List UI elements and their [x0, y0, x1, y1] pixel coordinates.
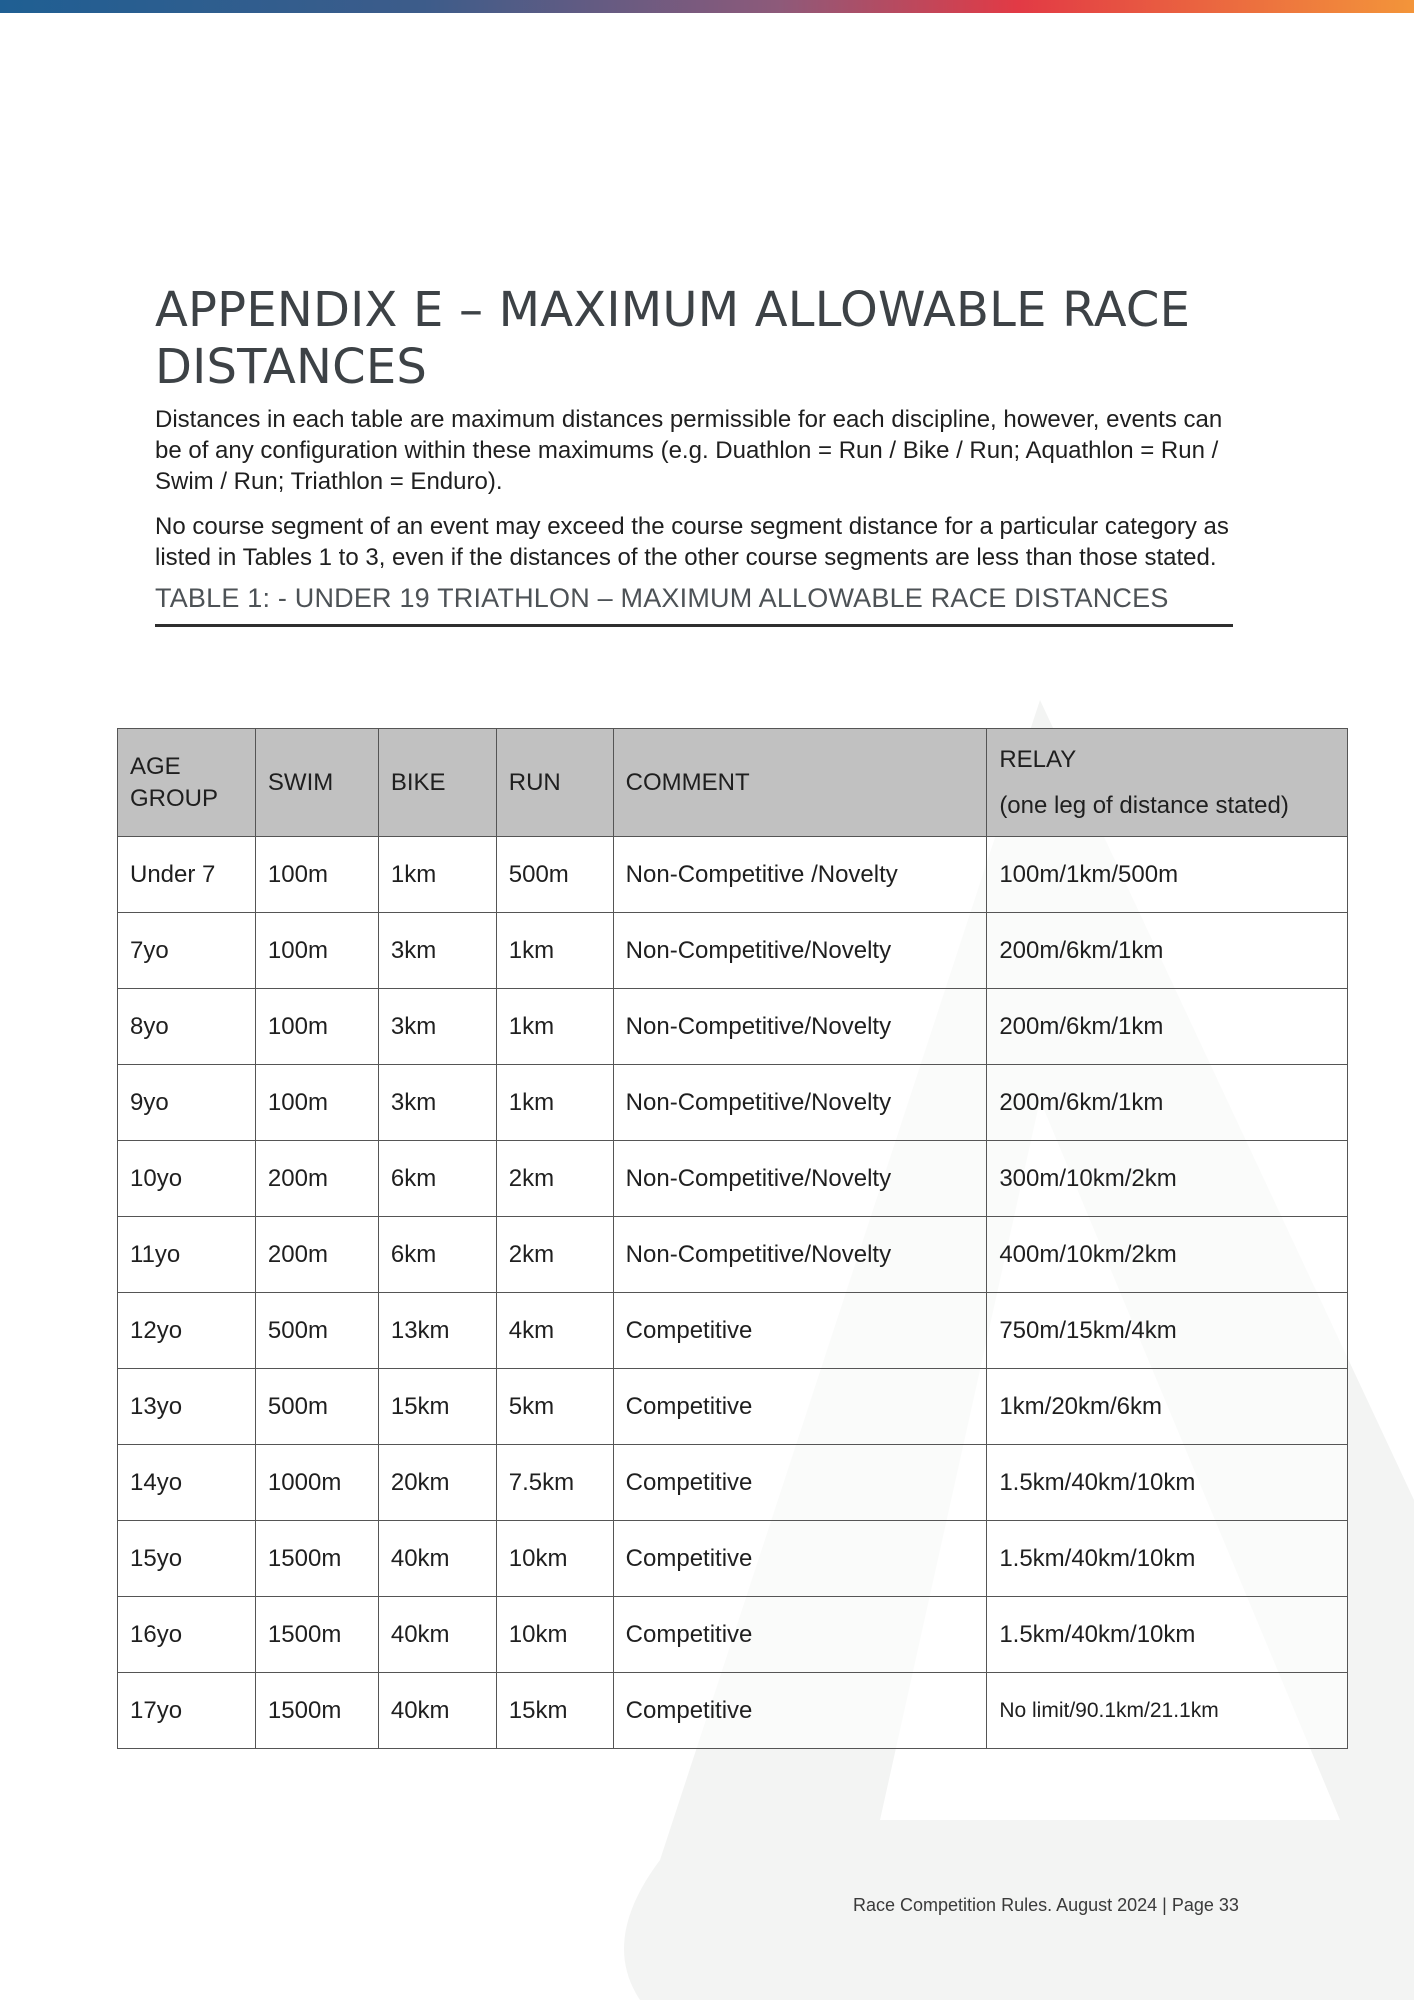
cell-comment: Non-Competitive/Novelty — [613, 1065, 987, 1141]
cell-swim: 100m — [255, 837, 378, 913]
cell-age-group: 15yo — [118, 1521, 256, 1597]
cell-age-group: 7yo — [118, 913, 256, 989]
cell-bike: 40km — [378, 1521, 496, 1597]
main-content — [155, 282, 1235, 627]
cell-bike: 3km — [378, 1065, 496, 1141]
cell-run: 2km — [496, 1217, 613, 1293]
cell-run: 1km — [496, 913, 613, 989]
cell-comment: Non-Competitive/Novelty — [613, 913, 987, 989]
cell-run: 15km — [496, 1673, 613, 1749]
cell-swim: 1500m — [255, 1521, 378, 1597]
cell-swim: 500m — [255, 1369, 378, 1445]
cell-swim: 1500m — [255, 1673, 378, 1749]
cell-swim: 100m — [255, 1065, 378, 1141]
cell-comment: Competitive — [613, 1673, 987, 1749]
cell-comment: Competitive — [613, 1293, 987, 1369]
cell-age-group: 10yo — [118, 1141, 256, 1217]
cell-comment: Competitive — [613, 1369, 987, 1445]
cell-run: 1km — [496, 989, 613, 1065]
table-row — [118, 1673, 1348, 1749]
cell-run: 1km — [496, 1065, 613, 1141]
cell-relay: 750m/15km/4km — [987, 1293, 1348, 1369]
page-title: APPENDIX E – MAXIMUM ALLOWABLE RACE DISTANCES — [155, 282, 1191, 395]
cell-age-group: 11yo — [118, 1217, 256, 1293]
header-run: RUN — [496, 729, 613, 837]
header-age-group: AGE GROUP — [118, 729, 256, 837]
cell-relay: 300m/10km/2km — [987, 1141, 1348, 1217]
page-footer: Race Competition Rules. August 2024 | Page 33 — [853, 1895, 1239, 1915]
segment-rule-paragraph: No course segment of an event may exceed the course segment distance for a particular category as listed in Tables 1 to 3, even if the distances of the other course segments are less than those stated. — [155, 513, 1229, 571]
cell-relay: 1.5km/40km/10km — [987, 1445, 1348, 1521]
table-header-row — [118, 729, 1348, 837]
cell-comment: Non-Competitive /Novelty — [613, 837, 987, 913]
table-row — [118, 989, 1348, 1065]
cell-swim: 500m — [255, 1293, 378, 1369]
cell-relay: 1.5km/40km/10km — [987, 1521, 1348, 1597]
cell-relay: 400m/10km/2km — [987, 1217, 1348, 1293]
cell-age-group: 14yo — [118, 1445, 256, 1521]
table-row — [118, 837, 1348, 913]
table-row — [118, 1521, 1348, 1597]
cell-bike: 40km — [378, 1597, 496, 1673]
cell-age-group: 8yo — [118, 989, 256, 1065]
table-row — [118, 1141, 1348, 1217]
header-relay-label: RELAY — [999, 745, 1077, 773]
cell-bike: 40km — [378, 1673, 496, 1749]
cell-comment: Competitive — [613, 1521, 987, 1597]
table-row — [118, 1293, 1348, 1369]
header-bike: BIKE — [378, 729, 496, 837]
table-row — [118, 913, 1348, 989]
cell-relay: 200m/6km/1km — [987, 913, 1348, 989]
cell-swim: 1000m — [255, 1445, 378, 1521]
cell-run: 500m — [496, 837, 613, 913]
cell-run: 5km — [496, 1369, 613, 1445]
cell-age-group: 9yo — [118, 1065, 256, 1141]
cell-bike: 20km — [378, 1445, 496, 1521]
cell-age-group: 16yo — [118, 1597, 256, 1673]
cell-swim: 1500m — [255, 1597, 378, 1673]
cell-relay: No limit/90.1km/21.1km — [987, 1673, 1348, 1749]
cell-bike: 1km — [378, 837, 496, 913]
cell-comment: Non-Competitive/Novelty — [613, 1141, 987, 1217]
table-row — [118, 1597, 1348, 1673]
cell-age-group: 17yo — [118, 1673, 256, 1749]
cell-run: 4km — [496, 1293, 613, 1369]
cell-swim: 200m — [255, 1217, 378, 1293]
header-relay-subtitle: (one leg of distance stated) — [999, 791, 1289, 819]
intro-paragraph: Distances in each table are maximum distances permissible for each discipline, however, events can be of any configuration within these maximums (e.g. Duathlon = Run / Bike / Run; Aquathlon = Run / Swim / Run; Triathlon = Enduro). — [155, 406, 1223, 495]
cell-relay: 100m/1km/500m — [987, 837, 1348, 913]
cell-comment: Competitive — [613, 1445, 987, 1521]
cell-swim: 100m — [255, 989, 378, 1065]
table-row — [118, 1369, 1348, 1445]
cell-comment: Non-Competitive/Novelty — [613, 1217, 987, 1293]
cell-age-group: Under 7 — [118, 837, 256, 913]
cell-bike: 3km — [378, 989, 496, 1065]
cell-relay: 200m/6km/1km — [987, 989, 1348, 1065]
table-row — [118, 1445, 1348, 1521]
cell-run: 10km — [496, 1521, 613, 1597]
race-distance-table — [117, 728, 1348, 1749]
cell-comment: Competitive — [613, 1597, 987, 1673]
header-relay — [987, 729, 1348, 837]
cell-relay: 1.5km/40km/10km — [987, 1597, 1348, 1673]
cell-bike: 6km — [378, 1141, 496, 1217]
cell-comment: Non-Competitive/Novelty — [613, 989, 987, 1065]
header-comment: COMMENT — [613, 729, 987, 837]
cell-bike: 13km — [378, 1293, 496, 1369]
cell-age-group: 13yo — [118, 1369, 256, 1445]
cell-bike: 6km — [378, 1217, 496, 1293]
table-row — [118, 1065, 1348, 1141]
cell-bike: 3km — [378, 913, 496, 989]
cell-swim: 200m — [255, 1141, 378, 1217]
cell-swim: 100m — [255, 913, 378, 989]
table-row — [118, 1217, 1348, 1293]
cell-relay: 1km/20km/6km — [987, 1369, 1348, 1445]
cell-run: 2km — [496, 1141, 613, 1217]
table-caption: TABLE 1: - UNDER 19 TRIATHLON – MAXIMUM ALLOWABLE RACE DISTANCES — [155, 583, 1233, 627]
cell-bike: 15km — [378, 1369, 496, 1445]
header-swim: SWIM — [255, 729, 378, 837]
cell-run: 7.5km — [496, 1445, 613, 1521]
cell-run: 10km — [496, 1597, 613, 1673]
cell-age-group: 12yo — [118, 1293, 256, 1369]
cell-relay: 200m/6km/1km — [987, 1065, 1348, 1141]
